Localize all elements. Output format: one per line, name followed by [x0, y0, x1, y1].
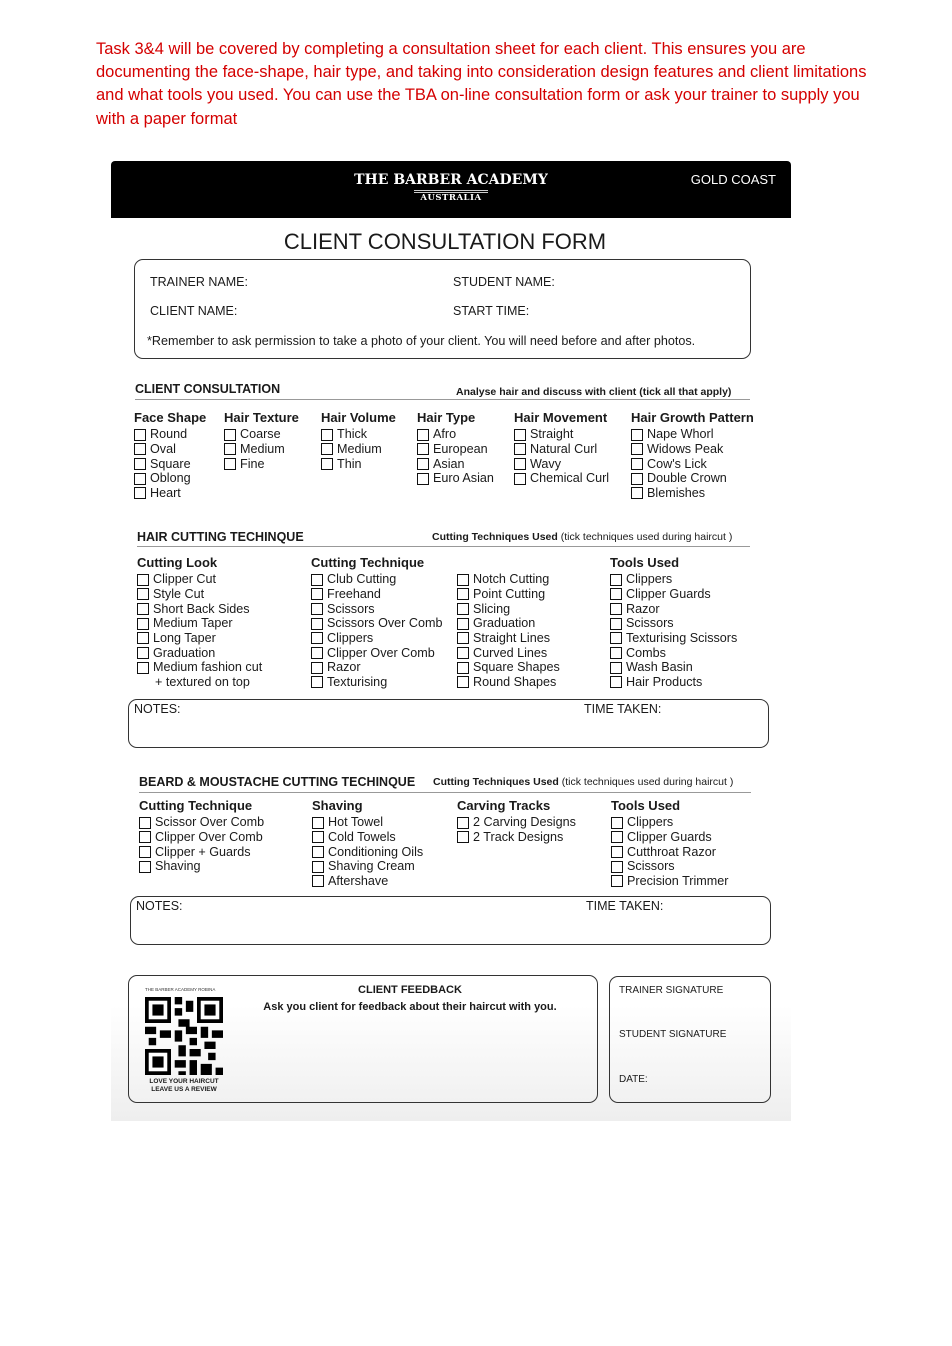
- checkbox-item[interactable]: [457, 587, 560, 602]
- checkbox-label: Long Taper: [153, 631, 216, 646]
- section-note-consultation: Analyse hair and discuss with client (tick all that apply): [456, 386, 732, 398]
- checkbox[interactable]: [137, 647, 149, 659]
- checkbox[interactable]: [611, 846, 623, 858]
- checkbox-item[interactable]: [311, 587, 442, 602]
- checkbox[interactable]: [417, 458, 429, 470]
- checklist-column: [457, 799, 576, 845]
- checkbox-item[interactable]: [610, 675, 737, 690]
- checkbox-item[interactable]: [321, 427, 396, 442]
- checkbox[interactable]: [417, 443, 429, 455]
- checkbox[interactable]: [311, 676, 323, 688]
- checkbox-label: Shaving Cream: [328, 859, 415, 874]
- checkbox-item[interactable]: [137, 602, 262, 617]
- checkbox-label: Coarse: [240, 427, 281, 442]
- checkbox-item[interactable]: [134, 471, 206, 486]
- checkbox[interactable]: [457, 588, 469, 600]
- section-heading-hair-cutting: HAIR CUTTING TECHINQUE: [137, 530, 304, 544]
- qr-caption-2: LEAVE US A REVIEW: [151, 1085, 217, 1093]
- checkbox-label: Hair Products: [626, 675, 703, 690]
- checkbox[interactable]: [514, 429, 526, 441]
- task-instructions: Task 3&4 will be covered by completing a consultation sheet for each client. This ensures you are documenting the face-shape, hair type, and taking into consideration design features and client limitations and what tools you used. You can use the TBA on-line consultation form or ask your trainer to supply you with a paper format: [96, 40, 867, 128]
- checkbox[interactable]: [312, 846, 324, 858]
- checkbox-item[interactable]: [457, 675, 560, 690]
- qr-caption: LOVE YOUR HAIRCUT: [149, 1078, 219, 1085]
- brand-subtitle: AUSTRALIA: [420, 193, 482, 203]
- checkbox[interactable]: [514, 473, 526, 485]
- column-title: Hair Volume: [321, 410, 396, 425]
- checkbox[interactable]: [139, 831, 151, 843]
- divider: [137, 546, 750, 547]
- checkbox[interactable]: [312, 831, 324, 843]
- checkbox-label: Medium fashion cut: [153, 660, 263, 675]
- checklist-column: [457, 556, 560, 690]
- checkbox[interactable]: [514, 458, 526, 470]
- checkbox[interactable]: [457, 676, 469, 688]
- checkbox[interactable]: [137, 603, 149, 615]
- checkbox-item[interactable]: [610, 602, 737, 617]
- checklist-column: [139, 799, 264, 874]
- column-title: Tools Used: [610, 555, 680, 570]
- checkbox[interactable]: [311, 588, 323, 600]
- checkbox-item[interactable]: [631, 457, 754, 472]
- checklist-column: [311, 556, 442, 690]
- checkbox-label: Clipper Guards: [627, 829, 712, 844]
- checkbox-item[interactable]: [134, 457, 206, 472]
- checkbox-item[interactable]: [312, 815, 423, 830]
- checkbox-item[interactable]: [610, 631, 737, 646]
- beard-notes-box[interactable]: [130, 896, 771, 945]
- date-field[interactable]: DATE:: [619, 1074, 648, 1085]
- checkbox-item[interactable]: [457, 631, 560, 646]
- checkbox[interactable]: [457, 603, 469, 615]
- checkbox-item[interactable]: [611, 845, 728, 860]
- checkbox-label: Wavy: [530, 456, 562, 471]
- checkbox-label: Oval: [150, 441, 176, 456]
- checkbox-item[interactable]: [312, 830, 423, 845]
- checkbox-item[interactable]: [139, 859, 264, 874]
- checkbox-item[interactable]: [514, 471, 609, 486]
- column-title: Face Shape: [134, 410, 207, 425]
- column-title: [457, 556, 560, 571]
- checkbox-item[interactable]: [137, 646, 262, 661]
- column-title: Tools Used: [611, 798, 681, 813]
- checkbox[interactable]: [611, 817, 623, 829]
- checkbox-item[interactable]: [417, 471, 494, 486]
- checkbox-item[interactable]: [457, 830, 576, 845]
- section-heading-beard: BEARD & MOUSTACHE CUTTING TECHINQUE: [139, 775, 416, 789]
- checklist-column: [312, 799, 423, 889]
- checkbox-label: Freehand: [327, 586, 381, 601]
- checkbox-label: Wash Basin: [626, 660, 693, 675]
- checkbox-item[interactable]: [134, 442, 206, 457]
- checkbox-item[interactable]: [311, 660, 442, 675]
- checkbox-item[interactable]: [631, 442, 754, 457]
- checkbox[interactable]: [137, 588, 149, 600]
- time-taken-label: TIME TAKEN:: [584, 702, 662, 716]
- checkbox[interactable]: [610, 574, 622, 586]
- checkbox-item[interactable]: [139, 845, 264, 860]
- checkbox-label: Clipper Over Comb: [155, 829, 263, 844]
- checkbox-label: Clippers: [327, 631, 374, 646]
- checkbox-item[interactable]: [311, 675, 442, 690]
- checkbox-label: Texturising: [327, 675, 388, 690]
- column-title: Cutting Look: [137, 555, 218, 570]
- checkbox-label: Euro Asian: [433, 471, 494, 486]
- student-name-field[interactable]: STUDENT NAME:: [453, 275, 555, 289]
- column-title: Carving Tracks: [457, 798, 551, 813]
- checkbox-item[interactable]: [224, 442, 299, 457]
- checkbox[interactable]: [631, 473, 643, 485]
- checkbox-item[interactable]: [321, 457, 396, 472]
- checkbox-label: Cutthroat Razor: [627, 844, 716, 859]
- checkbox[interactable]: [134, 487, 146, 499]
- checkbox-item[interactable]: [224, 427, 299, 442]
- checkbox-item[interactable]: [134, 486, 206, 501]
- checkbox[interactable]: [139, 861, 151, 873]
- checkbox-label: Clipper Guards: [626, 586, 711, 601]
- checkbox-item[interactable]: [611, 830, 728, 845]
- checkbox[interactable]: [311, 662, 323, 674]
- checkbox[interactable]: [134, 458, 146, 470]
- checkbox-label: Hot Towel: [328, 815, 384, 830]
- checkbox-item[interactable]: [611, 859, 728, 874]
- checkbox-item[interactable]: [311, 616, 442, 631]
- checkbox-label: Natural Curl: [530, 441, 598, 456]
- checkbox-item[interactable]: [224, 457, 299, 472]
- checkbox-item[interactable]: [457, 646, 560, 661]
- checkbox[interactable]: [312, 875, 324, 887]
- column-title: Shaving: [312, 798, 363, 813]
- checkbox[interactable]: [137, 574, 149, 586]
- checkbox-item[interactable]: [311, 631, 442, 646]
- checkbox-item[interactable]: [311, 572, 442, 587]
- column-title: Hair Growth Pattern: [631, 410, 754, 425]
- checkbox-label: Curved Lines: [473, 645, 548, 660]
- checkbox-label: Conditioning Oils: [328, 844, 424, 859]
- divider: [139, 792, 751, 793]
- checkbox-label: Clippers: [627, 815, 674, 830]
- checkbox-label: 2 Track Designs: [473, 829, 564, 844]
- checkbox-item[interactable]: [457, 602, 560, 617]
- start-time-field[interactable]: START TIME:: [453, 304, 530, 318]
- checkbox[interactable]: [457, 817, 469, 829]
- checkbox-label: Oblong: [150, 471, 191, 486]
- checkbox-item[interactable]: [611, 815, 728, 830]
- checkbox-item[interactable]: [610, 572, 737, 587]
- checkbox[interactable]: [417, 429, 429, 441]
- checkbox[interactable]: [134, 473, 146, 485]
- note-bold: Cutting Techniques Used: [432, 531, 558, 543]
- checkbox-item[interactable]: [610, 660, 737, 675]
- note-bold: Cutting Techniques Used: [433, 776, 559, 788]
- checkbox-label: Point Cutting: [473, 586, 546, 601]
- divider: [135, 399, 750, 400]
- checkbox-item[interactable]: [139, 830, 264, 845]
- checkbox[interactable]: [311, 632, 323, 644]
- checkbox[interactable]: [631, 443, 643, 455]
- note-text: (tick techniques used during haircut ): [561, 776, 734, 788]
- checkbox[interactable]: [224, 458, 236, 470]
- checkbox[interactable]: [610, 662, 622, 674]
- checkbox[interactable]: [311, 574, 323, 586]
- checkbox-label: Style Cut: [153, 586, 205, 601]
- checkbox-item[interactable]: [312, 859, 423, 874]
- form-header: [111, 161, 791, 218]
- checkbox[interactable]: [631, 458, 643, 470]
- checkbox[interactable]: [457, 831, 469, 843]
- checkbox[interactable]: [610, 603, 622, 615]
- qr-code-icon[interactable]: [145, 997, 223, 1075]
- checkbox[interactable]: [514, 443, 526, 455]
- checklist-column: [417, 411, 494, 486]
- checkbox[interactable]: [610, 632, 622, 644]
- checkbox-item[interactable]: [631, 486, 754, 501]
- checkbox[interactable]: [457, 574, 469, 586]
- checkbox-label: Widows Peak: [647, 441, 724, 456]
- trainer-name-field[interactable]: TRAINER NAME:: [150, 275, 248, 289]
- checkbox[interactable]: [321, 443, 333, 455]
- checkbox[interactable]: [321, 429, 333, 441]
- checkbox-label: Club Cutting: [327, 572, 397, 587]
- checkbox[interactable]: [611, 875, 623, 887]
- checkbox-label: Heart: [150, 486, 181, 501]
- checkbox-label: European: [433, 441, 488, 456]
- checkbox-label: Straight Lines: [473, 631, 551, 646]
- checkbox-label: Square: [150, 456, 191, 471]
- notes-label: NOTES:: [136, 899, 183, 913]
- checkbox-item[interactable]: [321, 442, 396, 457]
- time-taken-label: TIME TAKEN:: [586, 899, 664, 913]
- checkbox-label-continued: + textured on top: [155, 675, 250, 690]
- checkbox-item[interactable]: [514, 457, 609, 472]
- form-title: CLIENT CONSULTATION FORM: [283, 229, 607, 254]
- checkbox-label: Round Shapes: [473, 675, 557, 690]
- checkbox[interactable]: [312, 861, 324, 873]
- checkbox-label: Scissors: [627, 859, 675, 874]
- checkbox-label: Round: [150, 427, 188, 442]
- checkbox-item[interactable]: [457, 616, 560, 631]
- checkbox-label: Cold Towels: [328, 829, 396, 844]
- checkbox-label: Scissors Over Comb: [327, 616, 443, 631]
- checkbox-item[interactable]: [457, 660, 560, 675]
- checkbox[interactable]: [224, 443, 236, 455]
- checkbox[interactable]: [134, 429, 146, 441]
- checkbox[interactable]: [631, 429, 643, 441]
- checkbox-label: Blemishes: [647, 486, 706, 501]
- checkbox-label: Medium: [337, 441, 382, 456]
- checkbox-label: Square Shapes: [473, 660, 560, 675]
- checkbox-label: Slicing: [473, 601, 511, 616]
- hair-notes-box[interactable]: [128, 699, 769, 748]
- checkbox[interactable]: [134, 443, 146, 455]
- checkbox[interactable]: [457, 618, 469, 630]
- checkbox-label: Afro: [433, 427, 457, 442]
- feedback-title: CLIENT FEEDBACK: [358, 984, 462, 996]
- checkbox-item[interactable]: [417, 442, 494, 457]
- checkbox-item[interactable]: [137, 616, 262, 631]
- checkbox[interactable]: [457, 662, 469, 674]
- checkbox-item[interactable]: [457, 572, 560, 587]
- notes-label: NOTES:: [134, 702, 181, 716]
- checkbox-label: Combs: [626, 645, 666, 660]
- checkbox-label: Cow's Lick: [647, 456, 707, 471]
- section-heading-consultation: CLIENT CONSULTATION: [135, 382, 281, 396]
- feedback-instruction: Ask you client for feedback about their haircut with you.: [263, 1001, 557, 1013]
- checkbox-item[interactable]: [312, 874, 423, 889]
- checkbox-item[interactable]: [137, 572, 262, 587]
- checklist-column: [224, 411, 299, 471]
- checkbox-label: Razor: [327, 660, 361, 675]
- column-title: Cutting Technique: [311, 555, 425, 570]
- checkbox[interactable]: [311, 647, 323, 659]
- checkbox-label: Graduation: [473, 616, 536, 631]
- trainer-signature-field[interactable]: TRAINER SIGNATURE: [619, 985, 724, 996]
- checklist-column: [610, 556, 737, 690]
- checkbox-item[interactable]: [139, 815, 264, 830]
- checkbox-label: Shaving: [155, 859, 201, 874]
- checkbox[interactable]: [457, 647, 469, 659]
- checkbox-label: Clipper + Guards: [155, 844, 251, 859]
- checkbox-item[interactable]: [611, 874, 728, 889]
- checklist-column: [321, 411, 396, 471]
- checkbox[interactable]: [139, 846, 151, 858]
- qr-caption-top: THE BARBER ACADEMY ROBINA: [145, 987, 216, 992]
- checkbox-label: Clippers: [626, 572, 673, 587]
- checkbox-label: Fine: [240, 456, 265, 471]
- column-title: Hair Type: [417, 410, 476, 425]
- checklist-column: [631, 411, 754, 501]
- checkbox[interactable]: [610, 618, 622, 630]
- column-title: Hair Movement: [514, 410, 608, 425]
- column-title: Hair Texture: [224, 410, 299, 425]
- checkbox-label: Texturising Scissors: [626, 631, 738, 646]
- checkbox[interactable]: [137, 662, 149, 674]
- checkbox-label: Clipper Over Comb: [327, 645, 435, 660]
- checkbox-label: Thick: [337, 427, 368, 442]
- brand-logo: THE BARBER ACADEMY: [354, 172, 548, 188]
- checklist-column: [611, 799, 728, 889]
- student-signature-field[interactable]: STUDENT SIGNATURE: [619, 1029, 727, 1040]
- checkbox-item[interactable]: [137, 660, 262, 675]
- checklist-column: [514, 411, 609, 486]
- checkbox-item[interactable]: [311, 602, 442, 617]
- checkbox-item[interactable]: [312, 845, 423, 860]
- checkbox-label: Straight: [530, 427, 574, 442]
- checkbox-item[interactable]: [514, 427, 609, 442]
- checkbox[interactable]: [611, 831, 623, 843]
- checkbox[interactable]: [417, 473, 429, 485]
- checkbox[interactable]: [137, 618, 149, 630]
- column-title: Cutting Technique: [139, 798, 253, 813]
- checkbox-item[interactable]: [457, 815, 576, 830]
- checkbox-item[interactable]: [311, 646, 442, 661]
- checkbox-label: Medium Taper: [153, 616, 233, 631]
- checkbox[interactable]: [224, 429, 236, 441]
- checkbox-item[interactable]: [514, 442, 609, 457]
- checkbox-item[interactable]: [610, 616, 737, 631]
- checkbox-label: Thin: [337, 456, 362, 471]
- checkbox-label: Chemical Curl: [530, 471, 610, 486]
- checkbox-label: 2 Carving Designs: [473, 815, 576, 830]
- checkbox[interactable]: [139, 817, 151, 829]
- checkbox[interactable]: [610, 676, 622, 688]
- client-name-field[interactable]: CLIENT NAME:: [150, 304, 238, 318]
- checklist-column: [134, 411, 206, 501]
- checkbox-item[interactable]: [137, 587, 262, 602]
- checkbox-label: Asian: [433, 456, 465, 471]
- checkbox-item[interactable]: [137, 631, 262, 646]
- checkbox-label: Notch Cutting: [473, 572, 550, 587]
- checkbox-label: Scissor Over Comb: [155, 815, 265, 830]
- checkbox[interactable]: [311, 603, 323, 615]
- checkbox[interactable]: [610, 588, 622, 600]
- checkbox-item[interactable]: [417, 457, 494, 472]
- checkbox[interactable]: [321, 458, 333, 470]
- checkbox[interactable]: [312, 817, 324, 829]
- checkbox-item[interactable]: [417, 427, 494, 442]
- checkbox[interactable]: [137, 632, 149, 644]
- note-text: (tick techniques used during haircut ): [560, 531, 733, 543]
- checkbox[interactable]: [610, 647, 622, 659]
- checkbox[interactable]: [611, 861, 623, 873]
- checkbox-item[interactable]: [134, 427, 206, 442]
- checkbox-label: Graduation: [153, 645, 216, 660]
- checkbox[interactable]: [631, 487, 643, 499]
- location: GOLD COAST: [690, 172, 776, 187]
- checkbox[interactable]: [457, 632, 469, 644]
- checkbox-label: Scissors: [327, 601, 375, 616]
- checkbox-label: Razor: [626, 601, 660, 616]
- checklist-column: [137, 556, 262, 690]
- photo-reminder: *Remember to ask permission to take a photo of your client. You will need before and after photos.: [147, 334, 696, 348]
- checkbox-label: Scissors: [626, 616, 674, 631]
- checkbox[interactable]: [311, 618, 323, 630]
- checkbox-label: Double Crown: [647, 471, 727, 486]
- checkbox-item[interactable]: [631, 427, 754, 442]
- checkbox-label: Medium: [240, 441, 285, 456]
- checkbox-label: Precision Trimmer: [627, 874, 729, 889]
- checkbox-item[interactable]: [610, 587, 737, 602]
- checkbox-label: Short Back Sides: [153, 601, 250, 616]
- checkbox-item[interactable]: [631, 471, 754, 486]
- checkbox-label: Nape Whorl: [647, 427, 714, 442]
- checkbox-label: Clipper Cut: [153, 572, 216, 587]
- checkbox-item[interactable]: [610, 646, 737, 661]
- checkbox-label: Aftershave: [328, 874, 389, 889]
